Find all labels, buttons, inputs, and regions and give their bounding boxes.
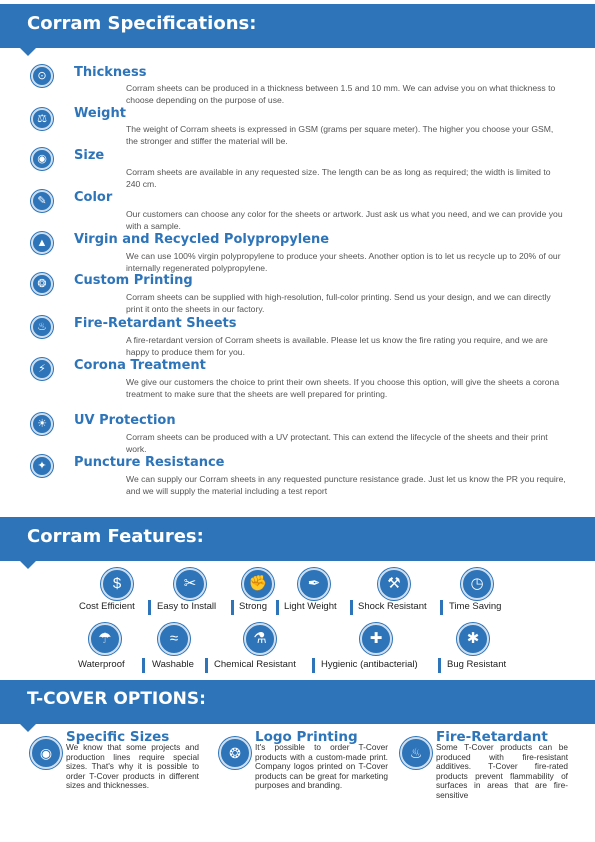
spec-text: We give our customers the choice to print their own sheets. If you choose this option, will give the sheets a corona treatment to make sure that the sheets are well prepared for printing. bbox=[126, 377, 560, 400]
flame-icon: ♨ bbox=[400, 737, 432, 769]
option-text: We know that some projects and production lines require special sizes. That's why it is possible to order T-Cover products in different sizes and thicknesses. bbox=[66, 742, 199, 791]
separator bbox=[276, 600, 279, 615]
spec-text: Corram sheets are available in any requested size. The length can be as long as required; the width is limited to 240 cm. bbox=[126, 167, 551, 190]
spec-text: A fire-retardant version of Corram sheets is available. Please let us know the fire rating you require, and we are happy to produce them for you. bbox=[126, 335, 548, 358]
tape-measure-icon: ◉ bbox=[30, 737, 62, 769]
separator bbox=[205, 658, 208, 673]
specifications-title: Corram Specifications: bbox=[27, 13, 257, 34]
feature-label: Hygienic (antibacterial) bbox=[321, 659, 418, 670]
spec-text: Corram sheets can be produced in a thickness between 1.5 and 10 mm. We can advise you on what thickness to choose depending on the purpose of use. bbox=[126, 83, 556, 106]
header-notch bbox=[20, 48, 36, 56]
sun-icon: ☀ bbox=[31, 413, 53, 435]
separator bbox=[142, 658, 145, 673]
spec-text: We can use 100% virgin polypropylene to produce your sheets. Another option is to let us recycle up to 20% of our internally regenerated polypropylene. bbox=[126, 251, 561, 274]
separator bbox=[231, 600, 234, 615]
feature-label: Chemical Resistant bbox=[214, 659, 296, 670]
umbrella-icon: ☂ bbox=[89, 623, 121, 655]
strong-arm-icon: ✊ bbox=[242, 568, 274, 600]
spec-title: Weight bbox=[74, 106, 126, 121]
feature-label: Strong bbox=[239, 601, 267, 612]
clock-icon: ◷ bbox=[461, 568, 493, 600]
spec-title: Thickness bbox=[74, 65, 147, 80]
header-notch bbox=[20, 724, 36, 732]
palette-icon: ✎ bbox=[31, 190, 53, 212]
chemical-icon: ⚗ bbox=[244, 623, 276, 655]
first-aid-icon: ✚ bbox=[360, 623, 392, 655]
puncture-icon: ✦ bbox=[31, 455, 53, 477]
spec-title: Size bbox=[74, 148, 105, 163]
separator bbox=[312, 658, 315, 673]
coin-icon: $ bbox=[101, 568, 133, 600]
features-header bbox=[0, 517, 595, 561]
gauge-icon: ⊙ bbox=[31, 65, 53, 87]
spec-text: Our customers can choose any color for the sheets or artwork. Just ask us what you need, and we can provide you with a sample. bbox=[126, 209, 563, 232]
print-icon: ❂ bbox=[219, 737, 251, 769]
feature-label: Light Weight bbox=[284, 601, 337, 612]
separator bbox=[438, 658, 441, 673]
spec-text: The weight of Corram sheets is expressed in GSM (grams per square meter). The higher you choose your GSM, the stronger and stiffer the material will be. bbox=[126, 124, 554, 147]
print-icon: ❂ bbox=[31, 273, 53, 295]
spec-title: Color bbox=[74, 190, 113, 205]
tape-measure-icon: ◉ bbox=[31, 148, 53, 170]
feather-icon: ✒ bbox=[298, 568, 330, 600]
shock-icon: ⚒ bbox=[378, 568, 410, 600]
separator bbox=[148, 600, 151, 615]
hose-icon: ≈ bbox=[158, 623, 190, 655]
feature-label: Bug Resistant bbox=[447, 659, 507, 670]
spec-title: Puncture Resistance bbox=[74, 455, 225, 470]
feature-label: Waterproof bbox=[78, 659, 125, 670]
spec-text: We can supply our Corram sheets in any requested puncture resistance grade. Just let us know the PR you require, and we will supply the material including a test report bbox=[126, 474, 566, 497]
corona-icon: ⚡ bbox=[31, 358, 53, 380]
option-text: It's possible to order T-Cover products with a custom-made print. Company logos printed on T-Cover products can be great for marketing purposes and branding. bbox=[255, 742, 388, 791]
tools-icon: ✂ bbox=[174, 568, 206, 600]
header-notch bbox=[20, 561, 36, 569]
option-title: Specific Sizes bbox=[66, 729, 170, 745]
feature-label: Shock Resistant bbox=[358, 601, 427, 612]
option-text: Some T-Cover products can be produced with fire-resistant additives. T-Cover fire-rated products prevent flammability of surfaces in areas that are fire-sensitive bbox=[436, 742, 568, 800]
feature-label: Cost Efficient bbox=[79, 601, 135, 612]
feature-label: Time Saving bbox=[449, 601, 502, 612]
options-title: T-COVER OPTIONS: bbox=[27, 689, 206, 709]
option-title: Fire-Retardant bbox=[436, 729, 548, 745]
feature-label: Washable bbox=[152, 659, 194, 670]
recycle-icon: ▲ bbox=[31, 232, 53, 254]
separator bbox=[440, 600, 443, 615]
option-title: Logo Printing bbox=[255, 729, 358, 745]
spec-title: Custom Printing bbox=[74, 273, 193, 288]
options-header bbox=[0, 680, 595, 724]
separator bbox=[350, 600, 353, 615]
scale-icon: ⚖ bbox=[31, 108, 53, 130]
spec-title: Corona Treatment bbox=[74, 358, 206, 373]
specifications-header bbox=[0, 4, 595, 48]
spec-title: UV Protection bbox=[74, 413, 176, 428]
flame-icon: ♨ bbox=[31, 316, 53, 338]
spec-text: Corram sheets can be produced with a UV protectant. This can extend the lifecycle of the sheets and their print work. bbox=[126, 432, 548, 455]
spec-title: Virgin and Recycled Polypropylene bbox=[74, 232, 330, 247]
bug-icon: ✱ bbox=[457, 623, 489, 655]
feature-label: Easy to Install bbox=[157, 601, 217, 612]
spec-text: Corram sheets can be supplied with high-resolution, full-color printing. Send us your design, and we can directly print it onto the sheets in our factory. bbox=[126, 292, 551, 315]
features-title: Corram Features: bbox=[27, 526, 204, 547]
spec-title: Fire-Retardant Sheets bbox=[74, 316, 237, 331]
